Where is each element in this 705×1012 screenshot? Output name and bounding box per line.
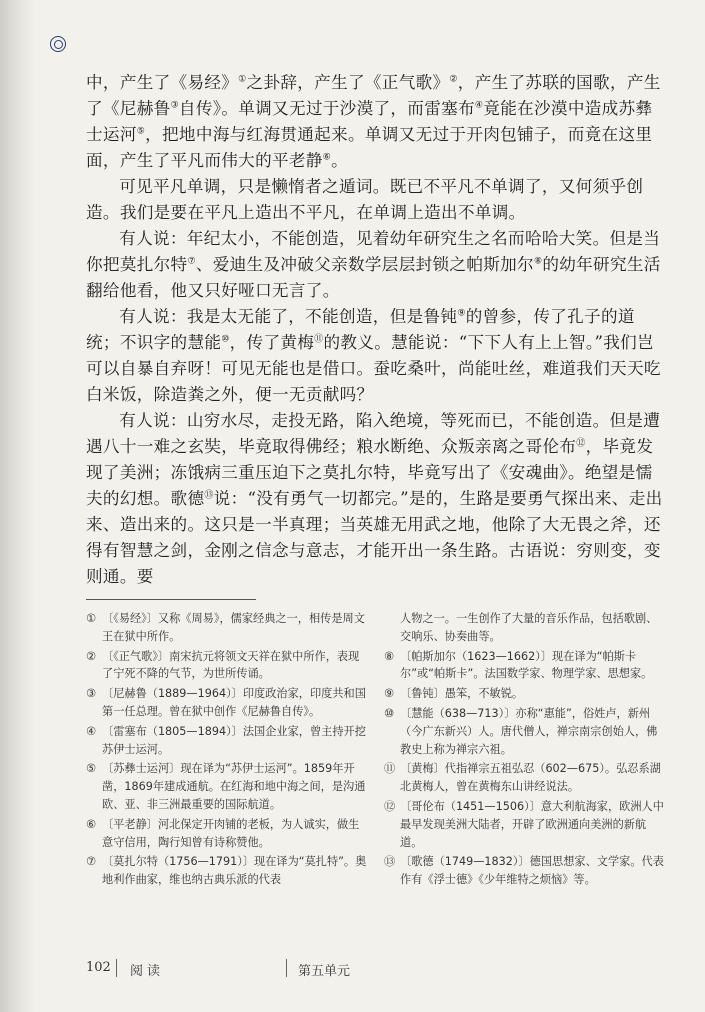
footnote-number: ⑧ xyxy=(384,649,395,663)
footnote-number: ⑦ xyxy=(86,855,97,869)
footnote-number: ① xyxy=(86,612,97,625)
footnote xyxy=(86,723,370,759)
paragraph-1: 中，产生了《易经》①之卦辞，产生了《正气歌》②，产生了苏联的国歌，产生了《尼赫鲁③自传》。单调又无过于沙漠了，而雷塞布④竟能在沙漠中造成苏彝士运河⑤，把地中海与红海贯通起来。单调又无过于开肉包铺子，而竟在这里面，产生了平凡而伟大的平老静⑥。 xyxy=(86,73,661,170)
footnote-text: 〔哥伦布（1451—1506）〕意大利航海家，欧洲人中最早发现美洲大陆者，开辟了欧洲通向美洲的新航道。 xyxy=(400,799,664,849)
footnote-text: 〔《易经》〕又称《周易》，儒家经典之一，相传是周文王在狱中所作。 xyxy=(102,612,365,643)
footnote-number: ⑫ xyxy=(384,799,396,813)
footnote xyxy=(86,853,370,889)
footnote xyxy=(86,648,370,684)
footnote-marker: ⑬ xyxy=(204,490,214,501)
main-text xyxy=(86,70,664,590)
footnote xyxy=(86,610,370,646)
unit-name: 第五单元 xyxy=(298,964,351,979)
footnote-marker: ⑤ xyxy=(136,126,146,137)
footnote-number: ⑪ xyxy=(384,762,396,776)
footnote xyxy=(86,816,370,852)
footnote-number: ⑨ xyxy=(384,687,395,701)
footnote-marker: ③ xyxy=(170,100,179,111)
footnotes-left-column xyxy=(86,610,370,891)
page-number: 102 xyxy=(86,960,111,975)
paragraph-3: 有人说：年纪太小，不能创造，见着幼年研究生之名而哈哈大笑。但是当你把莫扎尔特⑦、爱迪生及冲破父亲数学层层封锁之帕斯加尔⑧的幼年研究生活翻给他看，他又只好哑口无言了。 xyxy=(86,229,661,300)
footnote-text: 〔苏彝士运河〕现在译为“苏伊士运河”。1859年开凿，1869年建成通航。在红海和地中海之间，是沟通欧、亚、非三洲最重要的国际航道。 xyxy=(102,762,366,811)
footnote-marker: ⑦ xyxy=(187,256,196,267)
footnote-text: 〔帕斯加尔（1623—1662）〕现在译为“帕斯卡尔”或“帕斯卡”。法国数学家、物理学家、思想家。 xyxy=(400,649,653,681)
footnote-marker: ⑥ xyxy=(322,152,332,163)
footnote-text: 〔慧能（638—713）〕亦称“惠能”，俗姓卢，新州（今广东新兴）人。唐代僧人，禅宗南宗创始人，佛教史上称为禅宗六祖。 xyxy=(400,706,658,756)
footnote xyxy=(384,798,668,851)
page-gutter-shadow xyxy=(0,0,36,1012)
footnote-text: 〔尼赫鲁（1889—1964）〕印度政治家，印度共和国第一任总理。曾在狱中创作《尼赫鲁自传》。 xyxy=(102,687,366,718)
footnote-marker: ⑩ xyxy=(221,334,230,345)
footnote-text: 〔平老静〕河北保定开肉铺的老板，为人诚实，做生意守信用，陶行知曾有诗称赞他。 xyxy=(102,817,360,849)
footnote-marker: ⑨ xyxy=(457,308,466,319)
footnote xyxy=(384,648,668,684)
footnote-marker: ⑪ xyxy=(314,334,324,345)
footnote-number: ④ xyxy=(86,724,97,738)
footnote-marker: ① xyxy=(238,74,247,85)
footnote-number: ③ xyxy=(86,687,97,701)
footer-divider xyxy=(116,959,117,977)
paragraph-4: 有人说：我是太无能了，不能创造，但是鲁钝⑨的曾参，传了孔子的道统；不识字的慧能⑩，传了黄梅⑪的教义。慧能说：“下下人有上上智。”我们岂可以自暴自弃呀！可见无能也是借口。蚕吃桑叶，尚能吐丝，难道我们天天吃白米饭，除造粪之外，便一无贡献吗？ xyxy=(86,307,661,404)
footnote xyxy=(86,685,370,721)
footnotes-right-column xyxy=(384,610,668,891)
footnote-number: ⑥ xyxy=(86,817,97,831)
footnote-marker: ⑧ xyxy=(533,256,543,267)
footnote-continuation: 人物之一。一生创作了大量的音乐作品，包括歌剧、交响乐、协奏曲等。 xyxy=(400,612,658,643)
footnote-text: 〔鲁钝〕愚笨，不敏锐。 xyxy=(400,687,524,701)
section-name: 阅读 xyxy=(130,964,165,979)
footnote-text: 〔雷塞布（1805—1894）〕法国企业家，曾主持开挖苏伊士运河。 xyxy=(102,724,366,756)
paragraph-5: 有人说：山穷水尽，走投无路，陷入绝境，等死而已，不能创造。但是遭遇八十一难之玄奘，毕竟取得佛经；粮水断绝、众叛亲离之哥伦布⑫，毕竟发现了美洲；冻饿病三重压迫下之莫扎尔特，毕竟写出了《安魂曲》。绝望是懦夫的幻想。歌德⑬说：“没有勇气一切都完。”是的，生路是要勇气探出来、走出来、造出来的。这只是一半真理；当英雄无用武之地，他除了大无畏之斧，还得有智慧之剑，金刚之信念与意志，才能开出一条生路。古语说：穷则变，变则通。要 xyxy=(86,411,663,586)
footer-divider xyxy=(286,959,287,977)
footnote-marker: ④ xyxy=(474,100,484,111)
footnote-text: 〔莫扎尔特（1756—1791）〕现在译为“莫扎特”。奥地利作曲家，维也纳古典乐派的代表 xyxy=(102,855,367,887)
paragraph-2: 可见平凡单调，只是懒惰者之遁词。既已不平凡不单调了，又何须乎创造。我们是要在平凡上造出不平凡，在单调上造出不单调。 xyxy=(86,177,644,222)
footnote xyxy=(384,760,668,796)
footnote-text: 〔歌德（1749—1832）〕德国思想家、文学家。代表作有《浮士德》《少年维特之烦恼》等。 xyxy=(400,855,664,887)
footnote xyxy=(86,760,370,813)
publisher-logo-icon xyxy=(50,36,66,52)
footnote-text: 〔黄梅〕代指禅宗五祖弘忍（602—675）。弘忍系湖北黄梅人，曾在黄梅东山讲经说法。 xyxy=(400,762,661,794)
footnote-marker: ② xyxy=(449,74,458,85)
footnote xyxy=(384,705,668,758)
footnote-number: ② xyxy=(86,649,97,663)
footnote-number: ⑬ xyxy=(384,855,396,869)
footnote-divider xyxy=(86,599,256,600)
footnote-text: 〔《正气歌》〕南宋抗元将领文天祥在狱中所作，表现了宁死不降的气节，为世所传诵。 xyxy=(102,649,360,681)
footnote-number: ⑩ xyxy=(384,706,395,720)
footnote xyxy=(384,685,668,703)
footnote xyxy=(384,853,668,889)
footnote-number: ⑤ xyxy=(86,762,97,776)
footnote-marker: ⑫ xyxy=(576,438,586,449)
